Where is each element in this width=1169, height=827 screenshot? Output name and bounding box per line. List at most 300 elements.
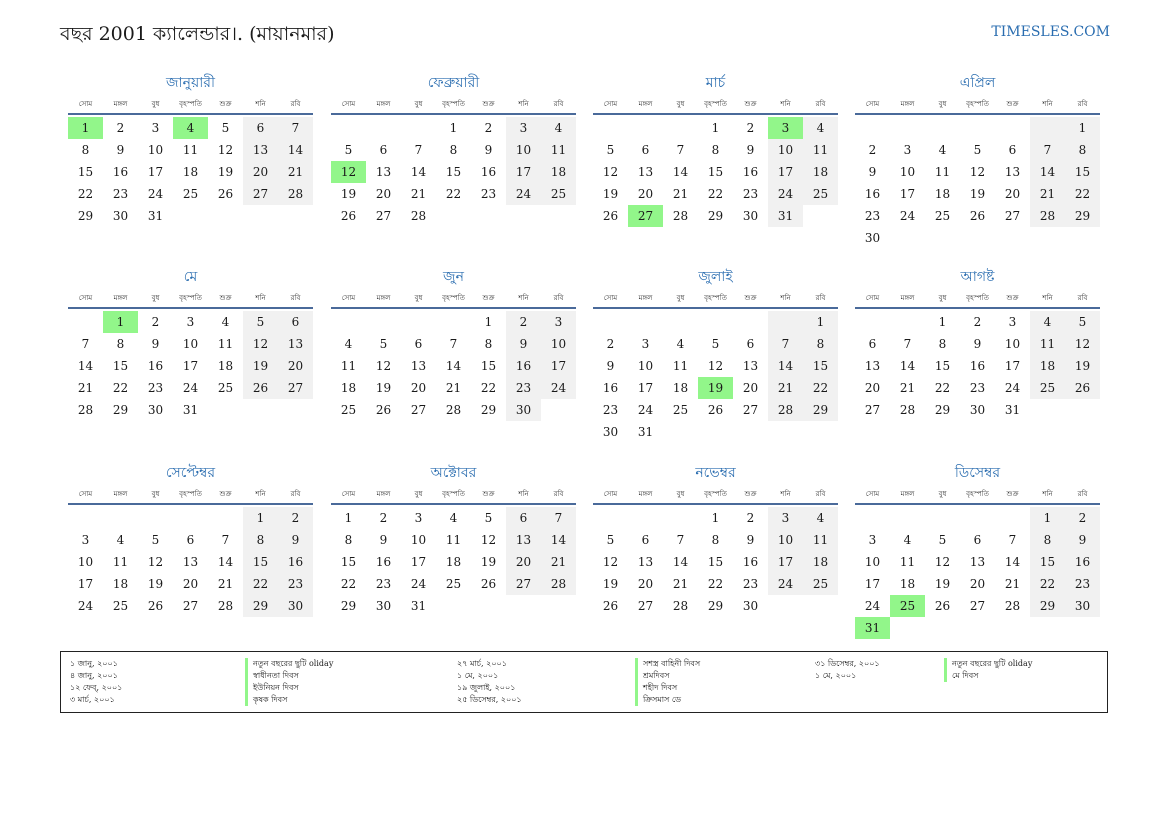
day-cell[interactable]: 19: [602, 577, 619, 591]
day-cell[interactable]: 21: [445, 381, 462, 395]
day-cell[interactable]: 2: [606, 337, 615, 351]
day-cell[interactable]: 20: [742, 381, 759, 395]
day-cell[interactable]: 22: [934, 381, 951, 395]
day-cell[interactable]: 7: [1030, 139, 1065, 161]
day-cell[interactable]: 6: [379, 143, 388, 157]
day-cell[interactable]: 18: [934, 187, 951, 201]
day-cell[interactable]: 17: [541, 355, 576, 377]
day-cell[interactable]: 10: [147, 143, 164, 157]
day-cell[interactable]: 24: [637, 403, 654, 417]
day-cell[interactable]: 7: [1008, 533, 1017, 547]
day-cell[interactable]: 10: [864, 555, 881, 569]
day-cell[interactable]: 4: [903, 533, 912, 547]
day-cell[interactable]: 20: [637, 577, 654, 591]
day-cell[interactable]: 28: [77, 403, 94, 417]
day-cell[interactable]: 24: [768, 183, 803, 205]
day-cell[interactable]: 24: [768, 573, 803, 595]
day-cell[interactable]: 12: [1065, 333, 1100, 355]
day-cell[interactable]: 4: [938, 143, 947, 157]
day-cell[interactable]: 8: [803, 333, 838, 355]
day-cell[interactable]: 18: [541, 161, 576, 183]
day-cell[interactable]: 24: [864, 599, 881, 613]
day-cell[interactable]: 6: [641, 533, 650, 547]
day-cell[interactable]: 27: [864, 403, 881, 417]
day-cell[interactable]: 6: [506, 507, 541, 529]
day-cell[interactable]: 19: [217, 165, 234, 179]
day-cell[interactable]: 25: [340, 403, 357, 417]
day-cell[interactable]: 19: [147, 577, 164, 591]
day-cell[interactable]: 13: [637, 165, 654, 179]
day-cell[interactable]: 10: [410, 533, 427, 547]
day-cell[interactable]: 8: [1065, 139, 1100, 161]
day-cell[interactable]: 31: [1004, 403, 1021, 417]
day-cell[interactable]: 31: [768, 205, 803, 227]
day-cell[interactable]: 8: [711, 143, 720, 157]
day-cell[interactable]: 16: [375, 555, 392, 569]
day-cell[interactable]: 3: [506, 117, 541, 139]
holiday-day-cell[interactable]: 25: [890, 595, 925, 617]
day-cell[interactable]: 5: [938, 533, 947, 547]
day-cell[interactable]: 3: [186, 315, 195, 329]
day-cell[interactable]: 20: [182, 577, 199, 591]
day-cell[interactable]: 21: [768, 377, 803, 399]
day-cell[interactable]: 2: [151, 315, 160, 329]
day-cell[interactable]: 25: [112, 599, 129, 613]
day-cell[interactable]: 28: [672, 209, 689, 223]
day-cell[interactable]: 20: [969, 577, 986, 591]
day-cell[interactable]: 7: [676, 143, 685, 157]
day-cell[interactable]: 1: [1030, 507, 1065, 529]
day-cell[interactable]: 1: [938, 315, 947, 329]
day-cell[interactable]: 27: [1004, 209, 1021, 223]
day-cell[interactable]: 30: [742, 209, 759, 223]
day-cell[interactable]: 15: [934, 359, 951, 373]
day-cell[interactable]: 29: [803, 399, 838, 421]
day-cell[interactable]: 31: [182, 403, 199, 417]
day-cell[interactable]: 23: [742, 577, 759, 591]
day-cell[interactable]: 15: [445, 165, 462, 179]
day-cell[interactable]: 24: [77, 599, 94, 613]
day-cell[interactable]: 1: [711, 511, 720, 525]
day-cell[interactable]: 3: [81, 533, 90, 547]
day-cell[interactable]: 2: [484, 121, 493, 135]
day-cell[interactable]: 26: [217, 187, 234, 201]
day-cell[interactable]: 15: [243, 551, 278, 573]
day-cell[interactable]: 28: [768, 399, 803, 421]
day-cell[interactable]: 14: [1004, 555, 1021, 569]
day-cell[interactable]: 19: [934, 577, 951, 591]
day-cell[interactable]: 10: [182, 337, 199, 351]
day-cell[interactable]: 14: [899, 359, 916, 373]
day-cell[interactable]: 23: [969, 381, 986, 395]
day-cell[interactable]: 11: [182, 143, 199, 157]
day-cell[interactable]: 21: [1030, 183, 1065, 205]
day-cell[interactable]: 21: [899, 381, 916, 395]
day-cell[interactable]: 18: [803, 551, 838, 573]
day-cell[interactable]: 29: [707, 599, 724, 613]
day-cell[interactable]: 17: [506, 161, 541, 183]
day-cell[interactable]: 7: [676, 533, 685, 547]
day-cell[interactable]: 14: [672, 165, 689, 179]
day-cell[interactable]: 14: [410, 165, 427, 179]
day-cell[interactable]: 16: [602, 381, 619, 395]
day-cell[interactable]: 25: [803, 573, 838, 595]
day-cell[interactable]: 7: [541, 507, 576, 529]
day-cell[interactable]: 15: [340, 555, 357, 569]
day-cell[interactable]: 23: [1065, 573, 1100, 595]
day-cell[interactable]: 4: [344, 337, 353, 351]
day-cell[interactable]: 18: [112, 577, 129, 591]
day-cell[interactable]: 30: [864, 231, 881, 245]
day-cell[interactable]: 28: [1030, 205, 1065, 227]
day-cell[interactable]: 11: [803, 139, 838, 161]
day-cell[interactable]: 22: [707, 187, 724, 201]
day-cell[interactable]: 11: [112, 555, 129, 569]
day-cell[interactable]: 20: [278, 355, 313, 377]
day-cell[interactable]: 15: [1030, 551, 1065, 573]
day-cell[interactable]: 26: [375, 403, 392, 417]
day-cell[interactable]: 5: [711, 337, 720, 351]
day-cell[interactable]: 2: [506, 311, 541, 333]
day-cell[interactable]: 26: [934, 599, 951, 613]
day-cell[interactable]: 9: [746, 533, 755, 547]
day-cell[interactable]: 13: [742, 359, 759, 373]
day-cell[interactable]: 26: [602, 209, 619, 223]
day-cell[interactable]: 10: [768, 529, 803, 551]
day-cell[interactable]: 7: [81, 337, 90, 351]
day-cell[interactable]: 29: [243, 595, 278, 617]
day-cell[interactable]: 22: [340, 577, 357, 591]
day-cell[interactable]: 12: [147, 555, 164, 569]
day-cell[interactable]: 27: [410, 403, 427, 417]
day-cell[interactable]: 12: [375, 359, 392, 373]
day-cell[interactable]: 29: [707, 209, 724, 223]
day-cell[interactable]: 22: [112, 381, 129, 395]
day-cell[interactable]: 19: [1065, 355, 1100, 377]
day-cell[interactable]: 26: [480, 577, 497, 591]
day-cell[interactable]: 3: [641, 337, 650, 351]
day-cell[interactable]: 28: [278, 183, 313, 205]
day-cell[interactable]: 28: [899, 403, 916, 417]
day-cell[interactable]: 25: [217, 381, 234, 395]
day-cell[interactable]: 10: [1004, 337, 1021, 351]
day-cell[interactable]: 22: [707, 577, 724, 591]
day-cell[interactable]: 20: [1004, 187, 1021, 201]
day-cell[interactable]: 21: [1004, 577, 1021, 591]
day-cell[interactable]: 13: [410, 359, 427, 373]
day-cell[interactable]: 20: [410, 381, 427, 395]
day-cell[interactable]: 18: [803, 161, 838, 183]
day-cell[interactable]: 2: [116, 121, 125, 135]
day-cell[interactable]: 16: [506, 355, 541, 377]
day-cell[interactable]: 4: [1030, 311, 1065, 333]
day-cell[interactable]: 15: [480, 359, 497, 373]
day-cell[interactable]: 22: [77, 187, 94, 201]
day-cell[interactable]: 27: [506, 573, 541, 595]
holiday-day-cell[interactable]: 4: [173, 117, 208, 139]
day-cell[interactable]: 13: [243, 139, 278, 161]
day-cell[interactable]: 5: [973, 143, 982, 157]
day-cell[interactable]: 12: [969, 165, 986, 179]
day-cell[interactable]: 15: [803, 355, 838, 377]
day-cell[interactable]: 27: [243, 183, 278, 205]
day-cell[interactable]: 23: [742, 187, 759, 201]
day-cell[interactable]: 1: [344, 511, 353, 525]
day-cell[interactable]: 17: [182, 359, 199, 373]
day-cell[interactable]: 29: [1065, 205, 1100, 227]
day-cell[interactable]: 26: [340, 209, 357, 223]
day-cell[interactable]: 11: [899, 555, 916, 569]
day-cell[interactable]: 8: [116, 337, 125, 351]
day-cell[interactable]: 10: [768, 139, 803, 161]
day-cell[interactable]: 5: [606, 533, 615, 547]
day-cell[interactable]: 24: [147, 187, 164, 201]
day-cell[interactable]: 16: [969, 359, 986, 373]
day-cell[interactable]: 5: [243, 311, 278, 333]
day-cell[interactable]: 24: [1004, 381, 1021, 395]
day-cell[interactable]: 11: [1030, 333, 1065, 355]
day-cell[interactable]: 20: [506, 551, 541, 573]
day-cell[interactable]: 29: [77, 209, 94, 223]
day-cell[interactable]: 22: [445, 187, 462, 201]
day-cell[interactable]: 2: [278, 507, 313, 529]
day-cell[interactable]: 4: [449, 511, 458, 525]
day-cell[interactable]: 9: [506, 333, 541, 355]
day-cell[interactable]: 18: [445, 555, 462, 569]
day-cell[interactable]: 15: [707, 165, 724, 179]
day-cell[interactable]: 16: [147, 359, 164, 373]
day-cell[interactable]: 24: [541, 377, 576, 399]
day-cell[interactable]: 19: [243, 355, 278, 377]
day-cell[interactable]: 9: [379, 533, 388, 547]
day-cell[interactable]: 21: [410, 187, 427, 201]
day-cell[interactable]: 11: [340, 359, 357, 373]
day-cell[interactable]: 10: [506, 139, 541, 161]
day-cell[interactable]: 27: [375, 209, 392, 223]
day-cell[interactable]: 3: [903, 143, 912, 157]
day-cell[interactable]: 20: [375, 187, 392, 201]
day-cell[interactable]: 23: [375, 577, 392, 591]
day-cell[interactable]: 13: [375, 165, 392, 179]
day-cell[interactable]: 18: [217, 359, 234, 373]
day-cell[interactable]: 12: [217, 143, 234, 157]
day-cell[interactable]: 12: [480, 533, 497, 547]
holiday-day-cell[interactable]: 19: [698, 377, 733, 399]
day-cell[interactable]: 29: [1030, 595, 1065, 617]
day-cell[interactable]: 7: [903, 337, 912, 351]
day-cell[interactable]: 4: [803, 507, 838, 529]
day-cell[interactable]: 6: [746, 337, 755, 351]
day-cell[interactable]: 23: [480, 187, 497, 201]
day-cell[interactable]: 9: [116, 143, 125, 157]
day-cell[interactable]: 12: [243, 333, 278, 355]
day-cell[interactable]: 15: [1065, 161, 1100, 183]
day-cell[interactable]: 14: [1030, 161, 1065, 183]
day-cell[interactable]: 12: [602, 165, 619, 179]
day-cell[interactable]: 13: [864, 359, 881, 373]
day-cell[interactable]: 7: [768, 333, 803, 355]
day-cell[interactable]: 9: [868, 165, 877, 179]
day-cell[interactable]: 19: [969, 187, 986, 201]
day-cell[interactable]: 25: [672, 403, 689, 417]
day-cell[interactable]: 14: [672, 555, 689, 569]
day-cell[interactable]: 19: [340, 187, 357, 201]
day-cell[interactable]: 26: [602, 599, 619, 613]
day-cell[interactable]: 8: [81, 143, 90, 157]
day-cell[interactable]: 18: [672, 381, 689, 395]
day-cell[interactable]: 28: [445, 403, 462, 417]
day-cell[interactable]: 4: [221, 315, 230, 329]
day-cell[interactable]: 25: [445, 577, 462, 591]
day-cell[interactable]: 12: [602, 555, 619, 569]
day-cell[interactable]: 17: [1004, 359, 1021, 373]
day-cell[interactable]: 19: [375, 381, 392, 395]
day-cell[interactable]: 9: [606, 359, 615, 373]
day-cell[interactable]: 16: [864, 187, 881, 201]
day-cell[interactable]: 8: [938, 337, 947, 351]
day-cell[interactable]: 26: [1065, 377, 1100, 399]
day-cell[interactable]: 2: [746, 121, 755, 135]
day-cell[interactable]: 3: [414, 511, 423, 525]
day-cell[interactable]: 3: [868, 533, 877, 547]
day-cell[interactable]: 5: [606, 143, 615, 157]
day-cell[interactable]: 6: [868, 337, 877, 351]
day-cell[interactable]: 30: [742, 599, 759, 613]
day-cell[interactable]: 22: [1065, 183, 1100, 205]
day-cell[interactable]: 15: [707, 555, 724, 569]
day-cell[interactable]: 17: [410, 555, 427, 569]
day-cell[interactable]: 13: [637, 555, 654, 569]
day-cell[interactable]: 8: [344, 533, 353, 547]
day-cell[interactable]: 31: [410, 599, 427, 613]
day-cell[interactable]: 22: [480, 381, 497, 395]
day-cell[interactable]: 6: [186, 533, 195, 547]
day-cell[interactable]: 28: [217, 599, 234, 613]
day-cell[interactable]: 15: [112, 359, 129, 373]
day-cell[interactable]: 21: [77, 381, 94, 395]
day-cell[interactable]: 18: [899, 577, 916, 591]
day-cell[interactable]: 8: [1030, 529, 1065, 551]
day-cell[interactable]: 9: [1065, 529, 1100, 551]
day-cell[interactable]: 31: [637, 425, 654, 439]
day-cell[interactable]: 30: [969, 403, 986, 417]
day-cell[interactable]: 3: [541, 311, 576, 333]
day-cell[interactable]: 2: [1065, 507, 1100, 529]
day-cell[interactable]: 26: [707, 403, 724, 417]
day-cell[interactable]: 1: [449, 121, 458, 135]
day-cell[interactable]: 27: [278, 377, 313, 399]
day-cell[interactable]: 8: [484, 337, 493, 351]
day-cell[interactable]: 3: [151, 121, 160, 135]
day-cell[interactable]: 14: [541, 529, 576, 551]
day-cell[interactable]: 30: [1065, 595, 1100, 617]
day-cell[interactable]: 31: [147, 209, 164, 223]
day-cell[interactable]: 11: [672, 359, 689, 373]
day-cell[interactable]: 24: [899, 209, 916, 223]
day-cell[interactable]: 9: [278, 529, 313, 551]
day-cell[interactable]: 27: [637, 599, 654, 613]
day-cell[interactable]: 28: [410, 209, 427, 223]
day-cell[interactable]: 2: [746, 511, 755, 525]
day-cell[interactable]: 23: [147, 381, 164, 395]
day-cell[interactable]: 26: [243, 377, 278, 399]
day-cell[interactable]: 1: [711, 121, 720, 135]
day-cell[interactable]: 15: [77, 165, 94, 179]
day-cell[interactable]: 1: [484, 315, 493, 329]
day-cell[interactable]: 29: [480, 403, 497, 417]
day-cell[interactable]: 3: [768, 507, 803, 529]
day-cell[interactable]: 23: [602, 403, 619, 417]
day-cell[interactable]: 25: [541, 183, 576, 205]
day-cell[interactable]: 24: [506, 183, 541, 205]
day-cell[interactable]: 27: [182, 599, 199, 613]
day-cell[interactable]: 9: [746, 143, 755, 157]
day-cell[interactable]: 20: [243, 161, 278, 183]
day-cell[interactable]: 14: [445, 359, 462, 373]
day-cell[interactable]: 9: [151, 337, 160, 351]
day-cell[interactable]: 17: [864, 577, 881, 591]
day-cell[interactable]: 10: [899, 165, 916, 179]
day-cell[interactable]: 16: [278, 551, 313, 573]
day-cell[interactable]: 1: [803, 311, 838, 333]
day-cell[interactable]: 7: [221, 533, 230, 547]
day-cell[interactable]: 21: [278, 161, 313, 183]
day-cell[interactable]: 21: [541, 551, 576, 573]
day-cell[interactable]: 24: [410, 577, 427, 591]
day-cell[interactable]: 30: [147, 403, 164, 417]
day-cell[interactable]: 22: [803, 377, 838, 399]
day-cell[interactable]: 9: [973, 337, 982, 351]
holiday-day-cell[interactable]: 12: [331, 161, 366, 183]
day-cell[interactable]: 17: [147, 165, 164, 179]
day-cell[interactable]: 21: [217, 577, 234, 591]
day-cell[interactable]: 6: [414, 337, 423, 351]
holiday-day-cell[interactable]: 27: [628, 205, 663, 227]
day-cell[interactable]: 13: [506, 529, 541, 551]
day-cell[interactable]: 14: [217, 555, 234, 569]
day-cell[interactable]: 11: [445, 533, 462, 547]
day-cell[interactable]: 19: [602, 187, 619, 201]
day-cell[interactable]: 20: [637, 187, 654, 201]
day-cell[interactable]: 4: [541, 117, 576, 139]
day-cell[interactable]: 4: [116, 533, 125, 547]
day-cell[interactable]: 22: [1030, 573, 1065, 595]
day-cell[interactable]: 28: [541, 573, 576, 595]
day-cell[interactable]: 2: [868, 143, 877, 157]
day-cell[interactable]: 8: [243, 529, 278, 551]
day-cell[interactable]: 2: [379, 511, 388, 525]
day-cell[interactable]: 27: [969, 599, 986, 613]
day-cell[interactable]: 11: [217, 337, 234, 351]
day-cell[interactable]: 11: [803, 529, 838, 551]
day-cell[interactable]: 7: [449, 337, 458, 351]
day-cell[interactable]: 23: [506, 377, 541, 399]
day-cell[interactable]: 10: [77, 555, 94, 569]
day-cell[interactable]: 29: [340, 599, 357, 613]
day-cell[interactable]: 5: [484, 511, 493, 525]
day-cell[interactable]: 6: [641, 143, 650, 157]
day-cell[interactable]: 24: [182, 381, 199, 395]
day-cell[interactable]: 26: [969, 209, 986, 223]
day-cell[interactable]: 8: [449, 143, 458, 157]
day-cell[interactable]: 18: [340, 381, 357, 395]
day-cell[interactable]: 3: [1008, 315, 1017, 329]
day-cell[interactable]: 16: [1065, 551, 1100, 573]
day-cell[interactable]: 30: [278, 595, 313, 617]
day-cell[interactable]: 11: [541, 139, 576, 161]
site-link[interactable]: TIMESLES.COM: [991, 24, 1110, 40]
day-cell[interactable]: 2: [973, 315, 982, 329]
